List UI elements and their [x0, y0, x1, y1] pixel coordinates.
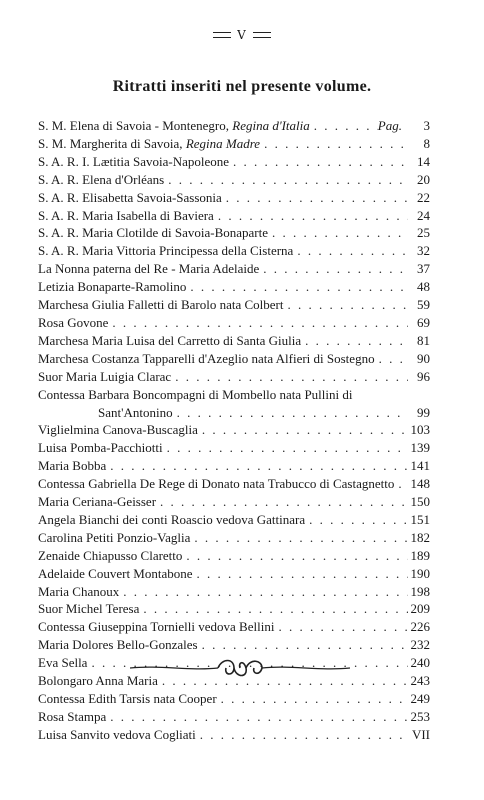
- toc-entry-page: 22: [417, 189, 430, 205]
- toc-entry: [38, 475, 430, 493]
- toc-entry-name: S. A. R. I. Lætitia Savoia-Napoleone: [38, 153, 230, 169]
- toc-entry-name: Marchesa Maria Luisa del Carretto di Santa Giulia: [38, 332, 302, 348]
- dot-leader: [139, 600, 408, 618]
- toc-entry-label: [38, 207, 214, 225]
- toc-entry-name: Suor Maria Luigia Clarac: [38, 368, 172, 384]
- toc-entry-label: [38, 242, 293, 260]
- toc-entry-name: Bolongaro Anna Maria: [38, 673, 158, 689]
- toc-entry: [38, 189, 430, 207]
- toc-entry-name: Contessa Edith Tarsis nata Cooper: [38, 691, 217, 706]
- toc-entry-title: Regina d'Italia: [232, 118, 310, 133]
- dot-leader: [106, 457, 408, 475]
- toc-entry-name: Marchesa Giulia Falletti di Barolo nata Colbert: [38, 297, 284, 313]
- toc-entry-label: [38, 296, 284, 314]
- dot-leader: [163, 439, 408, 457]
- pag-label: Pag.: [377, 118, 402, 133]
- toc-entry: [38, 583, 430, 601]
- toc-entry-name: Zenaide Chiapusso Claretto: [38, 547, 183, 563]
- dot-leader: [108, 314, 408, 332]
- dot-leader: [222, 189, 408, 207]
- toc-entry: [38, 439, 430, 457]
- toc-entry-title: Regina Madre: [185, 135, 261, 151]
- toc-entry-page: 3: [423, 118, 430, 133]
- page-title: Ritratti inseriti nel presente volume.: [112, 78, 372, 95]
- toc-entry-page: 190: [410, 565, 430, 581]
- toc-entry-label: [38, 135, 260, 153]
- toc-entry-page: 24: [417, 207, 430, 223]
- toc-entry-page: 253: [410, 708, 430, 724]
- toc-entry: [38, 726, 430, 744]
- toc-entry-label: [38, 493, 156, 511]
- toc-entry: [38, 600, 430, 618]
- dot-leader: [156, 493, 408, 511]
- toc-entry-page: 198: [410, 583, 430, 599]
- toc-entry-name: Marchesa Costanza Tapparelli d'Azeglio nata Alfieri di Sostegno: [38, 350, 375, 366]
- toc-entry: [38, 135, 430, 153]
- toc-entry-name: Contessa Gabriella De Rege di Donato nata Trabucco di Castagnetto: [38, 476, 395, 492]
- toc-entry-label: [38, 708, 106, 726]
- toc-entry-label: [38, 153, 229, 171]
- dot-leader: [119, 583, 408, 601]
- toc-entry-name: S. A. R. Elena d'Orléans: [38, 171, 165, 187]
- toc-entry-continuation: Sant'Antonino: [98, 404, 173, 420]
- toc-entry-name: S. A. R. Maria Isabella di Baviera: [38, 207, 214, 223]
- toc-entry-page: 37: [417, 261, 430, 277]
- toc-entry-name: S. A. R. Maria Clotilde di Savoia-Bonaparte: [38, 225, 268, 241]
- toc-entry-page: 209: [410, 601, 430, 617]
- toc-entry: [38, 457, 430, 475]
- toc-entry-page: 103: [410, 422, 430, 438]
- toc-entry: [38, 547, 430, 565]
- toc-entry: [38, 565, 430, 583]
- toc-entry-page: 99: [417, 404, 430, 420]
- toc-entry-page: 182: [410, 529, 430, 545]
- toc-entry: [38, 350, 430, 368]
- rule-left: [213, 32, 231, 38]
- toc-entry: [38, 386, 430, 404]
- toc-entry-page: 90: [417, 350, 430, 366]
- dot-leader: [198, 421, 408, 439]
- toc-entry: [38, 314, 430, 332]
- toc-entry: [38, 207, 430, 225]
- toc-entry-name: S. M. Margherita di Savoia,: [38, 135, 186, 151]
- toc-entry-page: 14: [417, 153, 430, 169]
- toc-entry-label: [38, 726, 196, 744]
- toc-entry-name: Letizia Bonaparte-Ramolino: [38, 279, 187, 295]
- toc-entry-label: [38, 690, 217, 708]
- toc-entry-label: [38, 529, 190, 547]
- toc-entry-label: [38, 314, 108, 332]
- toc-entry-name: Maria Chanoux: [38, 583, 120, 599]
- dot-leader: [171, 368, 408, 386]
- toc-entry: [38, 618, 430, 636]
- toc-entry: [38, 493, 430, 511]
- toc-entry-name: Contessa Giuseppina Tornielli vedova Bellini: [38, 619, 275, 635]
- toc-entry-name: S. A. R. Elisabetta Savoia-Sassonia: [38, 189, 222, 205]
- dot-leader: [217, 690, 408, 708]
- toc-entry-name: Maria Ceriana-Geisser: [38, 494, 157, 510]
- dot-leader: [214, 207, 408, 225]
- dot-leader: [260, 135, 408, 153]
- toc-entry-label: [38, 565, 193, 583]
- toc-entry-label: Contessa Barbara Boncompagni di Mombello nata Pullini di: [38, 386, 353, 402]
- toc-entry-label: [38, 189, 222, 207]
- toc-entry-name: Angela Bianchi dei conti Roascio vedova Gattinara: [38, 511, 306, 527]
- ornament-divider: [130, 654, 350, 684]
- toc-entry-page: 20: [417, 171, 430, 187]
- toc-entry-name: S. M. Elena di Savoia - Montenegro,: [38, 118, 233, 133]
- toc-entry-page: 232: [410, 637, 430, 653]
- toc-entry-name: Adelaide Couvert Montabone: [38, 565, 193, 581]
- toc-entry-page: 141: [410, 458, 430, 474]
- toc-entry-label: [38, 368, 171, 386]
- toc-entry-label: [38, 600, 139, 618]
- dot-leader: [301, 332, 408, 350]
- toc-entry: [38, 278, 430, 296]
- toc-entry-label: [38, 117, 310, 135]
- toc-entry-label: [38, 439, 163, 457]
- toc-entry: [38, 332, 430, 350]
- toc-entry-page: 226: [410, 619, 430, 635]
- toc-entry-label: [38, 654, 87, 672]
- toc-entry-label: [38, 171, 164, 189]
- toc-entry-name: Eva Sella: [38, 655, 88, 671]
- toc-entry-page: 189: [410, 547, 430, 563]
- dot-leader: [229, 153, 408, 171]
- toc-entry-page: 59: [417, 297, 430, 313]
- dot-leader: [106, 708, 408, 726]
- dot-leader: [268, 224, 408, 242]
- toc-entry-name: Luisa Pomba-Pacchiotti: [38, 440, 163, 456]
- toc-entry-page: 25: [417, 225, 430, 241]
- toc-entry-page: 32: [417, 243, 430, 259]
- toc-entry-page: 96: [417, 368, 430, 384]
- dot-leader: [274, 618, 408, 636]
- dot-leader: [173, 404, 408, 422]
- toc-entry-name: Suor Michel Teresa: [38, 601, 140, 617]
- toc-entry-label: [38, 224, 268, 242]
- toc-entry-name: Carolina Petiti Ponzio-Vaglia: [38, 529, 191, 545]
- dot-leader: [259, 260, 408, 278]
- toc-entry-label: [38, 421, 198, 439]
- toc-entry-name: S. A. R. Maria Vittoria Principessa della Cisterna: [38, 243, 294, 259]
- toc-entry: [38, 404, 430, 422]
- toc-entry-name: Rosa Stampa: [38, 708, 107, 724]
- toc-entry: [38, 690, 430, 708]
- toc-entry-page: 148: [410, 476, 430, 492]
- dot-leader: [305, 511, 408, 529]
- toc-entry-page: 139: [410, 440, 430, 456]
- dot-leader: [310, 117, 378, 135]
- toc-entry-label: [38, 332, 301, 350]
- toc-entry-page: 8: [423, 135, 430, 151]
- toc-entry-label: [38, 636, 198, 654]
- toc-entry-label: [38, 618, 274, 636]
- toc-entry: [38, 260, 430, 278]
- toc-entry: [38, 368, 430, 386]
- toc-entry: [38, 153, 430, 171]
- toc-entry-label: [38, 350, 375, 368]
- toc-entry-page: 240: [410, 655, 430, 671]
- toc-entry-name: Luisa Sanvito vedova Cogliati: [38, 726, 196, 742]
- dot-leader: [293, 242, 408, 260]
- page-number: [0, 28, 484, 42]
- toc-entry-page: 150: [410, 494, 430, 510]
- dot-leader: [196, 726, 408, 744]
- toc-entry-page: 249: [410, 691, 430, 706]
- dot-leader: [284, 296, 409, 314]
- dot-leader: [375, 350, 408, 368]
- toc-entry-label: [38, 260, 259, 278]
- toc-entry-label: [38, 457, 106, 475]
- toc-entry-label: [38, 511, 305, 529]
- toc-entry: [38, 708, 430, 726]
- dot-leader: [186, 278, 408, 296]
- toc-entry-name: Maria Bobba: [38, 458, 107, 474]
- toc-entry-name: La Nonna paterna del Re - Maria Adelaide: [38, 261, 260, 277]
- table-of-contents: [38, 117, 430, 744]
- toc-entry-page: 151: [410, 511, 430, 527]
- toc-entry: [38, 296, 430, 314]
- rule-right: [253, 32, 271, 38]
- toc-entry-name: Maria Dolores Bello-Gonzales: [38, 637, 198, 653]
- toc-entry-label: [38, 547, 182, 565]
- toc-entry: [38, 171, 430, 189]
- toc-entry-name: Viglielmina Canova-Buscaglia: [38, 422, 198, 438]
- toc-entry: [38, 224, 430, 242]
- toc-entry: [38, 636, 430, 654]
- toc-entry-label: [38, 583, 119, 601]
- toc-entry-page: 69: [417, 314, 430, 330]
- page-number-text: V: [237, 28, 247, 42]
- toc-entry-page: 81: [417, 332, 430, 348]
- toc-entry-page: VII: [411, 726, 430, 742]
- toc-entry: [38, 421, 430, 439]
- dot-leader: [182, 547, 408, 565]
- toc-entry-label: [38, 475, 394, 493]
- toc-entry-page: 48: [417, 279, 430, 295]
- toc-entry: [38, 529, 430, 547]
- dot-leader: [198, 636, 408, 654]
- toc-entry-label: [38, 278, 186, 296]
- dot-leader: [394, 475, 408, 493]
- dot-leader: [193, 565, 408, 583]
- toc-entry: [38, 511, 430, 529]
- toc-entry-page: 243: [410, 673, 430, 689]
- dot-leader: [164, 171, 408, 189]
- toc-entry-name: Rosa Govone: [38, 314, 109, 330]
- toc-entry: [38, 117, 430, 135]
- toc-entry: [38, 242, 430, 260]
- dot-leader: [190, 529, 408, 547]
